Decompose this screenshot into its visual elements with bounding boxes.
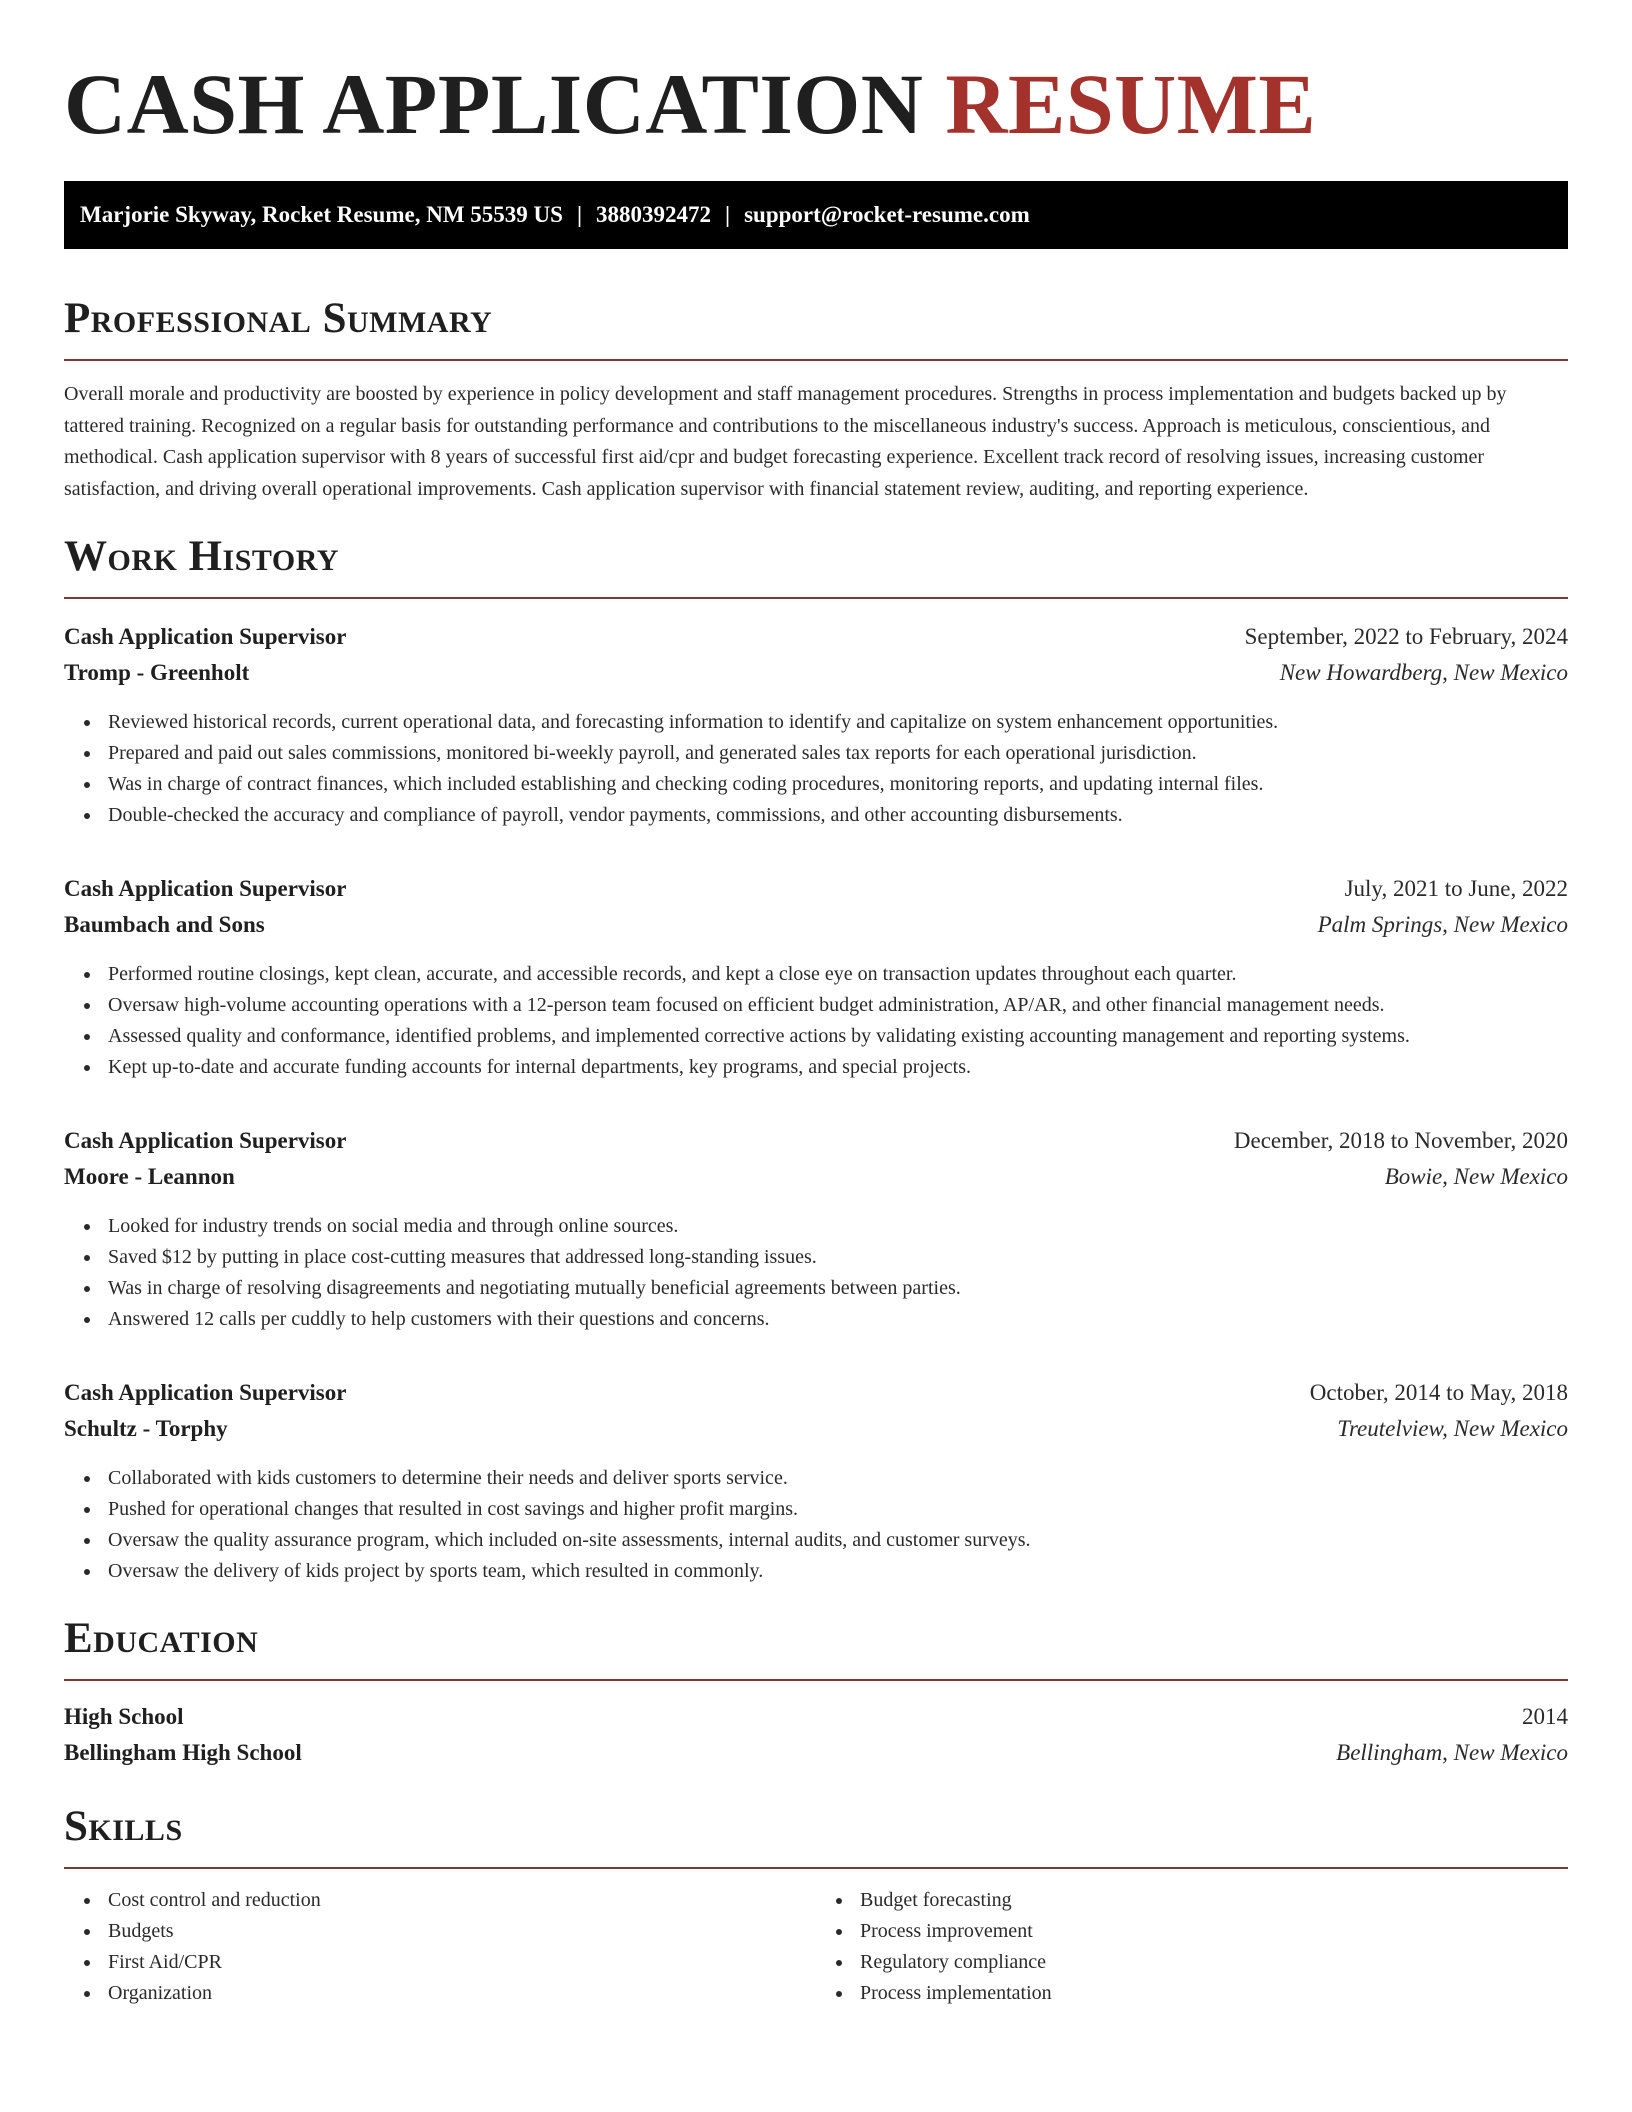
job-bullet: Kept up-to-date and accurate funding accounts for internal departments, key programs, and special projects.	[108, 1052, 1568, 1083]
job-dates: September, 2022 to February, 2024	[1244, 624, 1568, 649]
job-company: Tromp - Greenholt	[64, 660, 250, 685]
contact-separator: |	[576, 202, 583, 227]
skill-item: Budgets	[108, 1916, 816, 1947]
contact-phone: 3880392472	[596, 202, 712, 227]
job-bullet: Performed routine closings, kept clean, accurate, and accessible records, and kept a close eye on transaction updates throughout each quarter.	[108, 959, 1568, 990]
job-entry	[64, 1123, 1568, 1335]
skill-item: First Aid/CPR	[108, 1947, 816, 1978]
skill-item: Process implementation	[860, 1978, 1568, 2009]
education-degree: High School	[64, 1704, 184, 1729]
job-bullet: Looked for industry trends on social media and through online sources.	[108, 1211, 1568, 1242]
job-bullet: Saved $12 by putting in place cost-cutting measures that addressed long-standing issues.	[108, 1242, 1568, 1273]
education-heading: Education	[64, 1615, 259, 1662]
contact-address: Marjorie Skyway, Rocket Resume, NM 55539 US	[80, 202, 563, 227]
job-bullet: Reviewed historical records, current operational data, and forecasting information to identify and capitalize on system enhancement opportunities.	[108, 707, 1568, 738]
job-bullet: Collaborated with kids customers to determine their needs and deliver sports service.	[108, 1463, 1568, 1494]
skill-item: Organization	[108, 1978, 816, 2009]
job-bullet: Prepared and paid out sales commissions, monitored bi-weekly payroll, and generated sales tax reports for each operational jurisdiction.	[108, 738, 1568, 769]
job-bullet: Was in charge of resolving disagreements and negotiating mutually beneficial agreements between parties.	[108, 1273, 1568, 1304]
job-title: Cash Application Supervisor	[64, 1128, 347, 1153]
skills-list-right	[816, 1885, 1568, 2009]
job-title: Cash Application Supervisor	[64, 1380, 347, 1405]
job-location: New Howardberg, New Mexico	[1279, 660, 1568, 685]
title-accent: RESUME	[945, 56, 1317, 152]
job-dates: October, 2014 to May, 2018	[1309, 1380, 1568, 1405]
section-divider	[64, 597, 1568, 599]
education-school: Bellingham High School	[64, 1740, 302, 1765]
skill-item: Cost control and reduction	[108, 1885, 816, 1916]
job-bullet: Oversaw the delivery of kids project by sports team, which resulted in commonly.	[108, 1556, 1568, 1587]
job-bullet: Assessed quality and conformance, identified problems, and implemented corrective actions by validating existing accounting management and reporting systems.	[108, 1021, 1568, 1052]
summary-text: Overall morale and productivity are boosted by experience in policy development and staff management procedures. Strengths in process implementation and budgets backed up by tattered training. Recognized on a regular basis for outstanding performance and contributions to the miscellaneous industry's success. Approach is meticulous, conscientious, and methodical. Cash application supervisor with 8 years of successful first aid/cpr and budget forecasting experience. Excellent track record of resolving issues, increasing customer satisfaction, and driving overall operational improvements. Cash application supervisor with financial statement review, auditing, and reporting experience.	[64, 383, 1507, 500]
job-bullet: Oversaw high-volume accounting operations with a 12-person team focused on efficient budget administration, AP/AR, and other financial management needs.	[108, 990, 1568, 1021]
work-history-heading: Work History	[64, 533, 339, 580]
job-company: Baumbach and Sons	[64, 912, 265, 937]
job-entry	[64, 1375, 1568, 1587]
section-divider	[64, 359, 1568, 361]
contact-separator: |	[725, 202, 731, 227]
skills-grid	[64, 1885, 1568, 2009]
job-bullets	[64, 959, 1568, 1083]
section-divider	[64, 1867, 1568, 1869]
skills-heading: Skills	[64, 1803, 183, 1850]
job-dates: July, 2021 to June, 2022	[1344, 876, 1568, 901]
job-bullet: Double-checked the accuracy and compliance of payroll, vendor payments, commissions, and other accounting disbursements.	[108, 800, 1568, 831]
job-bullets	[64, 1463, 1568, 1587]
job-title: Cash Application Supervisor	[64, 624, 347, 649]
job-bullet: Pushed for operational changes that resulted in cost savings and higher profit margins.	[108, 1494, 1568, 1525]
job-location: Palm Springs, New Mexico	[1317, 912, 1568, 937]
job-bullet: Answered 12 calls per cuddly to help customers with their questions and concerns.	[108, 1304, 1568, 1335]
title-main: CASH APPLICATION	[64, 56, 924, 152]
skill-item: Regulatory compliance	[860, 1947, 1568, 1978]
contact-email: support@rocket-resume.com	[744, 202, 1030, 227]
job-entry	[64, 871, 1568, 1083]
job-dates: December, 2018 to November, 2020	[1233, 1128, 1568, 1153]
job-company: Moore - Leannon	[64, 1164, 235, 1189]
education-year: 2014	[1522, 1704, 1568, 1729]
education-location: Bellingham, New Mexico	[1336, 1740, 1568, 1765]
job-location: Treutelview, New Mexico	[1337, 1416, 1568, 1441]
job-location: Bowie, New Mexico	[1384, 1164, 1568, 1189]
job-bullets	[64, 707, 1568, 831]
job-company: Schultz - Torphy	[64, 1416, 228, 1441]
skills-list-left	[64, 1885, 816, 2009]
summary-heading: Professional Summary	[64, 295, 493, 342]
job-bullets	[64, 1211, 1568, 1335]
job-title: Cash Application Supervisor	[64, 876, 347, 901]
job-bullet: Was in charge of contract finances, which included establishing and checking coding procedures, monitoring reports, and updating internal files.	[108, 769, 1568, 800]
education-entry	[64, 1699, 1568, 1771]
contact-bar	[64, 181, 1568, 249]
job-entry	[64, 619, 1568, 831]
skill-item: Budget forecasting	[860, 1885, 1568, 1916]
job-bullet: Oversaw the quality assurance program, which included on-site assessments, internal audits, and customer surveys.	[108, 1525, 1568, 1556]
skill-item: Process improvement	[860, 1916, 1568, 1947]
resume-title	[64, 0, 1568, 154]
section-divider	[64, 1679, 1568, 1681]
